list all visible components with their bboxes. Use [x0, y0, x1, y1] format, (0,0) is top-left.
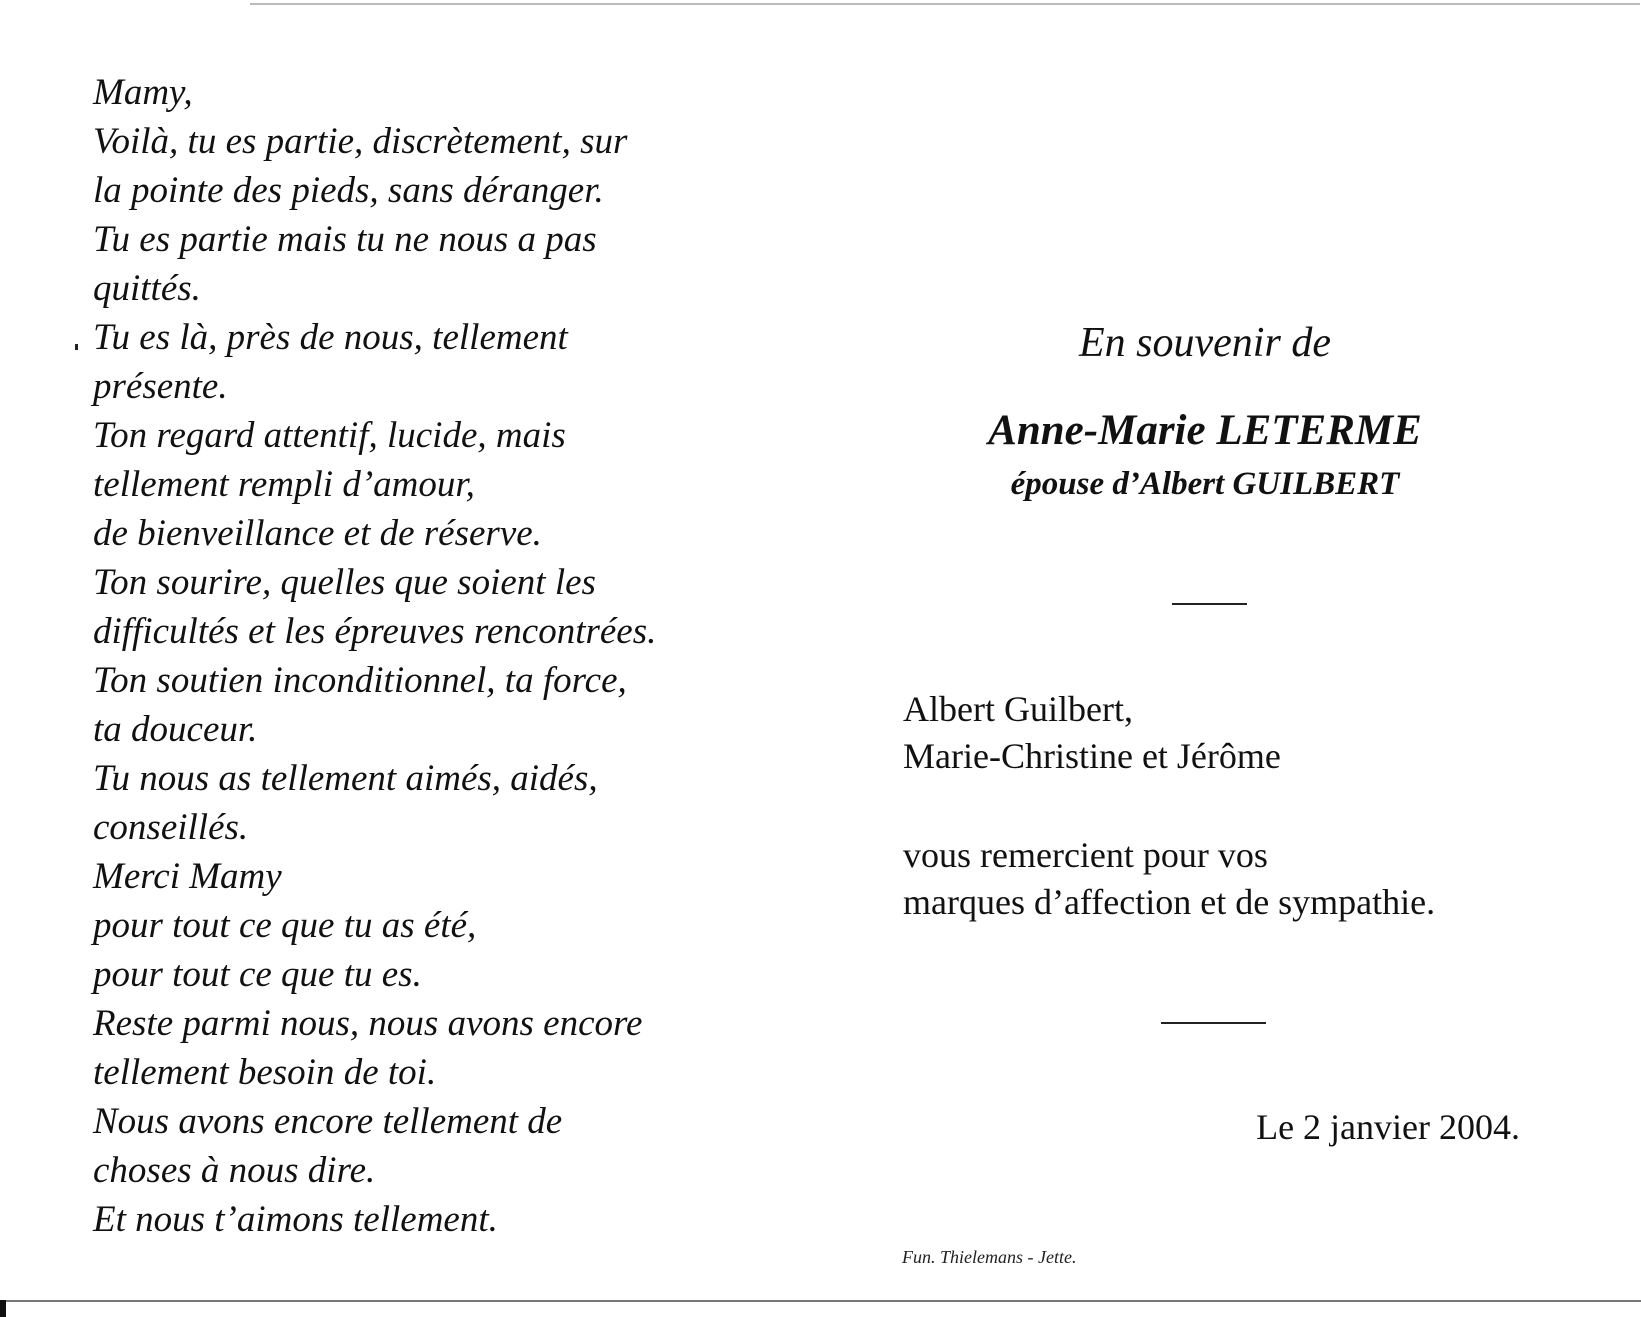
poem-line: Reste parmi nous, nous avons encore [93, 1003, 643, 1044]
poem-line: pour tout ce que tu as été, [93, 905, 477, 946]
poem-line: Nous avons encore tellement de [93, 1101, 563, 1142]
spouse-line: épouse d’Albert GUILBERT [1010, 466, 1400, 502]
poem-line: Tu es là, près de nous, tellement [93, 317, 568, 358]
poem-line: tellement besoin de toi. [93, 1052, 437, 1093]
poem-line: Voilà, tu es partie, discrètement, sur [93, 121, 628, 162]
bottom-border-line [0, 1300, 1641, 1302]
poem-line: difficultés et les épreuves rencontrées. [93, 611, 657, 652]
separator-line [1172, 603, 1247, 605]
date-line: Le 2 janvier 2004. [1256, 1107, 1520, 1147]
family-line-2: Marie-Christine et Jérôme [903, 736, 1281, 776]
thanks-message [903, 832, 1435, 926]
poem-line: présente. [93, 366, 228, 407]
stray-mark [75, 344, 78, 350]
poem-line: tellement rempli d’amour, [93, 464, 475, 505]
thanks-line-2: marques d’affection et de sympathie. [903, 882, 1436, 922]
poem-line: de bienveillance et de réserve. [93, 513, 542, 554]
poem-line: pour tout ce que tu es. [93, 954, 422, 995]
funeral-home-credit: Fun. Thielemans - Jette. [902, 1247, 1077, 1267]
poem-line: Ton soutien inconditionnel, ta force, [93, 660, 627, 701]
corner-mark [0, 1300, 6, 1317]
poem-line: Tu nous as tellement aimés, aidés, [93, 758, 598, 799]
poem-line: choses à nous dire. [93, 1150, 376, 1191]
poem-line: Ton regard attentif, lucide, mais [93, 415, 566, 456]
poem-line: Merci Mamy [93, 856, 282, 897]
poem-line: conseillés. [93, 807, 249, 848]
poem-line: Tu es partie mais tu ne nous a pas [93, 219, 597, 260]
poem-line: quittés. [93, 268, 201, 309]
poem [93, 68, 793, 1244]
poem-line: ta douceur. [93, 709, 258, 750]
thanks-line-1: vous remercient pour vos [903, 835, 1268, 875]
family-names [903, 686, 1281, 780]
top-border-line [250, 3, 1640, 5]
deceased-name: Anne-Marie LETERME [988, 407, 1422, 454]
separator-line [1161, 1022, 1266, 1024]
memorial-heading: En souvenir de [1079, 320, 1331, 366]
family-line-1: Albert Guilbert, [903, 689, 1133, 729]
poem-line: la pointe des pieds, sans déranger. [93, 170, 604, 211]
poem-line: Ton sourire, quelles que soient les [93, 562, 596, 603]
poem-line: Et nous t’aimons tellement. [93, 1199, 498, 1240]
poem-line: Mamy, [93, 72, 193, 113]
